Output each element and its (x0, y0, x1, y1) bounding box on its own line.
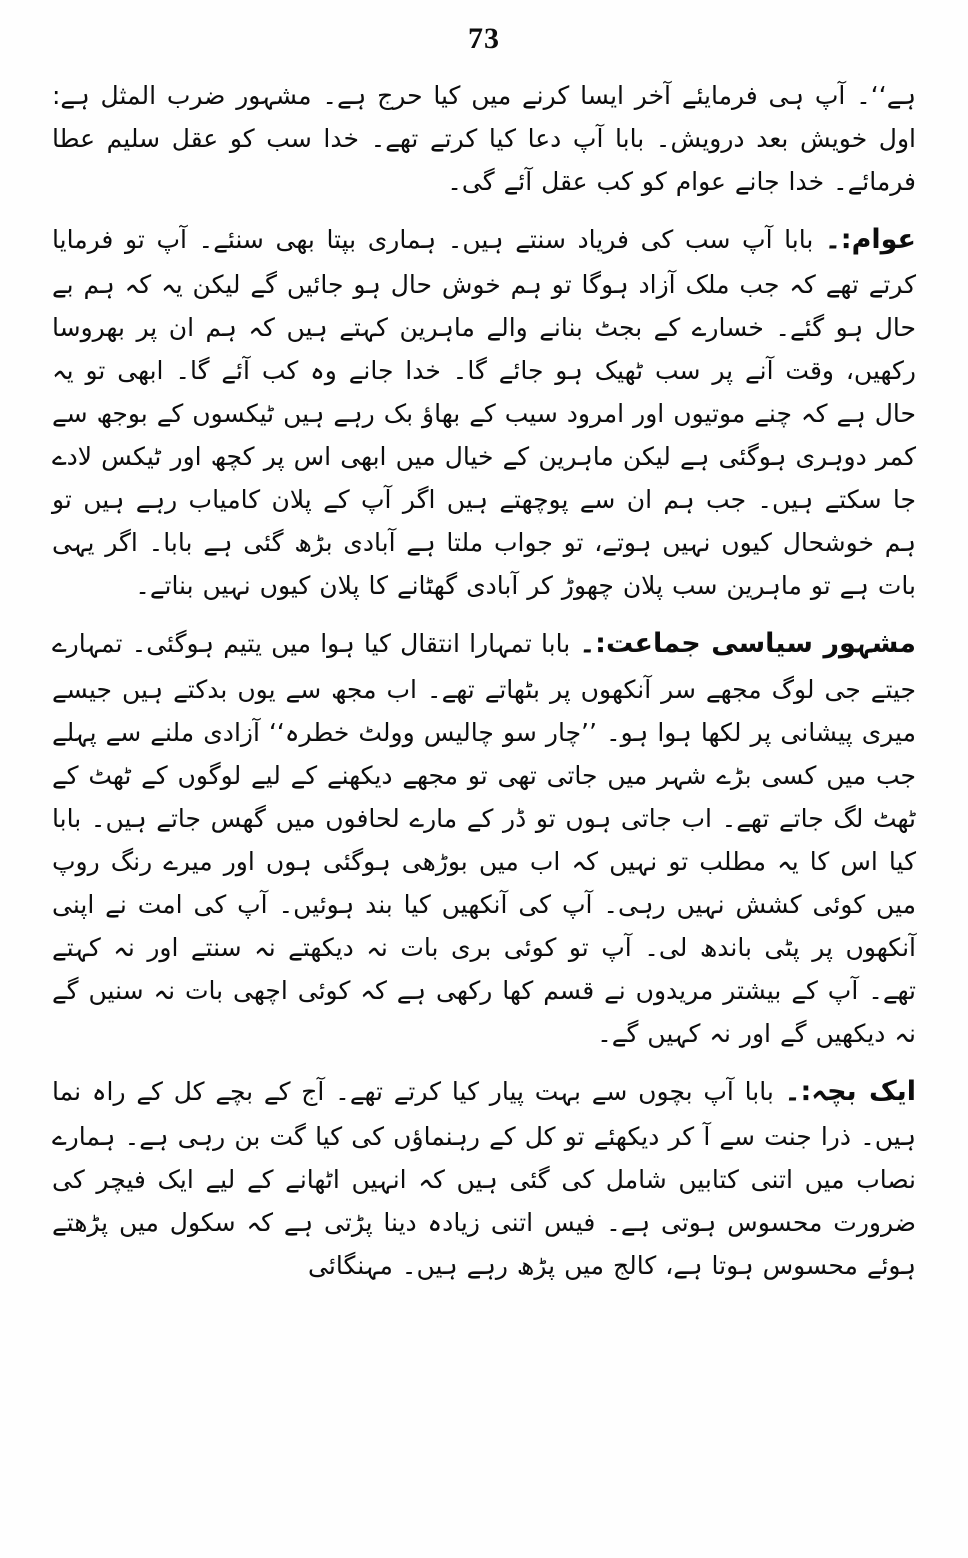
text-block (52, 74, 916, 1287)
paragraph (52, 1069, 916, 1287)
page-number: 73 (468, 22, 500, 55)
speaker-label: عوام:۔ (824, 224, 916, 255)
paragraph (52, 621, 916, 1054)
paragraph-text: ہے‘‘۔ آپ ہی فرمایئے آخر ایسا کرنے میں کیا حرج ہے۔ مشہور ضرب المثل ہے: اول خویش بعد درویش۔ بابا آپ دعا کیا کرتے تھے۔ خدا سب کو عقل سلیم عطا فرمائے۔ خدا جانے عوام کو کب عقل آئے گی۔ (52, 81, 916, 196)
paragraph-text: بابا آپ سب کی فریاد سنتے ہیں۔ ہماری بپتا بھی سنئے۔ آپ تو فرمایا کرتے تھے کہ جب ملک آزاد ہوگا تو ہم خوش حال ہو جائیں گے لیکن یہ کہ ہم بے حال ہو گئے۔ خسارے کے بجٹ بنانے والے ماہرین کہتے ہیں کہ ہم ان پر بھروسا رکھیں، وقت آنے پر سب ٹھیک ہو جائے گا۔ خدا جانے وہ کب آئے گا۔ ابھی تو یہ حال ہے کہ چنے موتیوں اور امرود سیب کے بھاؤ بک رہے ہیں ٹیکسوں کے بوجھ سے کمر دوہری ہوگئی ہے لیکن ماہرین کے خیال میں ابھی اس پر کچھ اور ٹیکس لادے جا سکتے ہیں۔ جب ہم ان سے پوچھتے ہیں اگر آپ کے پلان کامیاب رہے ہیں تو ہم خوشحال کیوں نہیں ہوتے، تو جواب ملتا ہے آبادی بڑھ گئی ہے بابا۔ اگر یہی بات ہے تو ماہرین سب پلان چھوڑ کر آبادی گھٹانے کا پلان کیوں نہیں بناتے۔ (52, 225, 916, 601)
paragraph (52, 217, 916, 607)
speaker-label: ایک بچہ:۔ (784, 1075, 917, 1107)
paragraph-text: بابا تمہارا انتقال کیا ہوا میں یتیم ہوگئی۔ تمہارے جیتے جی لوگ مجھے سر آنکھوں پر بٹھاتے تھے۔ اب مجھ سے یوں بدکتے ہیں جیسے میری پیشانی پر لکھا ہوا ہو۔ ’’چار سو چالیس وولٹ خطرہ‘‘ آزادی ملنے سے پہلے جب میں کسی بڑے شہر میں جاتی تھی تو مجھے دیکھنے کے لیے لوگوں کے ٹھٹ کے ٹھٹ لگ جاتے تھے۔ اب جاتی ہوں تو ڈر کے مارے لحافوں میں گھس جاتے ہیں۔ بابا کیا اس کا یہ مطلب تو نہیں کہ اب میں بوڑھی ہوگئی ہوں اور میرے رنگ روپ میں کوئی کشش نہیں رہی۔ آپ کی آنکھیں کیا بند ہوئیں۔ آپ کی امت نے اپنی آنکھوں پر پٹی باندھ لی۔ آپ تو کوئی بری بات نہ دیکھتے نہ سنتے اور نہ کہتے تھے۔ آپ کے بیشتر مریدوں نے قسم کھا رکھی ہے کہ کوئی اچھی بات نہ سنیں گے نہ دیکھیں گے اور نہ کہیں گے۔ (52, 629, 916, 1048)
speaker-label: مشہور سیاسی جماعت:۔ (579, 628, 916, 660)
paragraph (52, 74, 916, 203)
paragraph-text: بابا آپ بچوں سے بہت پیار کیا کرتے تھے۔ آج کے بچے کل کے راہ نما ہیں۔ ذرا جنت سے آ کر دیکھئے تو کل کے رہنماؤں کی کیا گت بن رہی ہے۔ ہمارے نصاب میں اتنی کتابیں شامل کی گئی ہیں کہ انہیں اٹھانے کے لیے ایک فیچر کی ضرورت محسوس ہوتی ہے۔ فیس اتنی زیادہ دینا پڑتی ہے کہ سکول میں پڑھتے ہوئے محسوس ہوتا ہے، کالج میں پڑھ رہے ہیں۔ مہنگائی (52, 1076, 916, 1281)
